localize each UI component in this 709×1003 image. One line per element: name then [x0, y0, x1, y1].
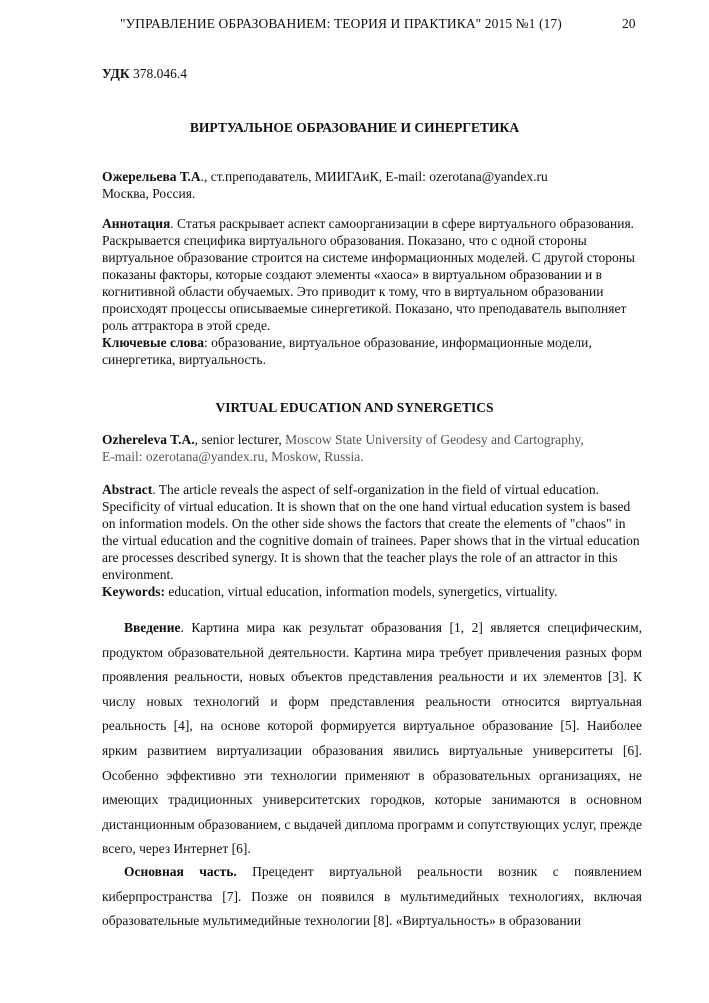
author-affiliation-en: Moscow State University of Geodesy and Cartography,	[285, 432, 584, 447]
intro-text: . Картина мира как результат образования [1, 2] является специфическим, продуктом образовательной деятельности. Картина мира требует привлечения разных форм проявления реальности, новых объектов представления реальности и их элементов [3]. К числу новых технологий и форм представления реальности относится виртуальная реальность [4], на основе которой формируется виртуальное образование [5]. Наиболее ярким развитием виртуализации образования явились виртуальные университеты [6]. Особенно эффективно эти технологии применяют в образовательных организациях, не имеющих традиционных университетских городков, которые занимаются в основном дистанционным образованием, с выдачей диплома программ и сопутствующих услуг, прежде всего, через Интернет [6].	[102, 620, 642, 857]
keywords-text-en: education, virtual education, information models, synergetics, virtuality.	[165, 584, 558, 599]
main-part-paragraph	[102, 860, 642, 934]
abstract-text-ru: . Статья раскрывает аспект самоорганизации в сфере виртуального образования. Раскрывается специфика виртуального образования. Показано, что с одной стороны виртуальное образование строится на системе информационных моделей. С другой стороны показаны факторы, которые создают элементы «хаоса» в виртуальном образовании и в когнитивной области обучаемых. Это приводит к тому, что в виртуальном образовании происходят процессы описываемые синергетикой. Показано, что преподаватель выполняет роль аттрактора в этой среде.	[102, 216, 635, 333]
author-email-en: E-mail: ozerotana@yandex.ru, Moskow, Russia.	[102, 449, 364, 464]
main-part-label: Основная часть.	[124, 864, 237, 879]
article-title-ru: ВИРТУАЛЬНОЕ ОБРАЗОВАНИЕ И СИНЕРГЕТИКА	[189, 120, 520, 135]
author-info-en	[102, 431, 642, 465]
author-name-en: Ozhereleva T.A.	[102, 432, 195, 447]
intro-paragraph	[102, 616, 642, 862]
keywords-label-ru: Ключевые слова	[102, 335, 204, 350]
abstract-label-ru: Аннотация	[102, 216, 171, 231]
udc-label: УДК	[102, 66, 130, 81]
running-header: "УПРАВЛЕНИЕ ОБРАЗОВАНИЕМ: ТЕОРИЯ И ПРАКТИКА" 2015 №1 (17)	[120, 16, 562, 31]
main-part-text: Прецедент виртуальной реальности возник с появлением киберпространства [7]. Позже он появился в мультимедийных технологиях, включая образовательные мультимедийные технологии [8]. «Виртуальность» в образовании	[102, 864, 642, 929]
author-city-ru: Москва, Россия.	[102, 186, 196, 201]
abstract-text-en: . The article reveals the aspect of self-organization in the field of virtual education. Specificity of virtual education. It is shown that on the one hand virtual education system is based on information models. On the other side shows the factors that create the elements of "chaos" in the virtual education and the cognitive domain of trainees. Paper shows that in the virtual education are processes described synergy. It is shown that the teacher plays the role of an attractor in this environment.	[102, 482, 640, 582]
intro-label: Введение	[124, 620, 181, 635]
udc-value: 378.046.4	[129, 66, 187, 81]
article-title-en: VIRTUAL EDUCATION AND SYNERGETICS	[215, 400, 494, 415]
abstract-ru	[102, 215, 642, 368]
keywords-text-ru: : образование, виртуальное образование, информационные модели, синергетика, виртуальность.	[102, 335, 592, 367]
author-role-en: , senior lecturer,	[194, 432, 286, 447]
author-details-ru: ., ст.преподаватель, МИИГАиК, E-mail: ozerotana@yandex.ru	[200, 169, 548, 184]
author-info-ru	[102, 168, 642, 202]
abstract-label-en: Abstract	[102, 482, 153, 497]
udc-line	[102, 66, 187, 82]
page-number: 20	[622, 16, 636, 31]
abstract-en	[102, 481, 642, 600]
keywords-label-en: Keywords:	[102, 584, 165, 599]
author-name-ru: Ожерельева Т.А	[102, 169, 201, 184]
